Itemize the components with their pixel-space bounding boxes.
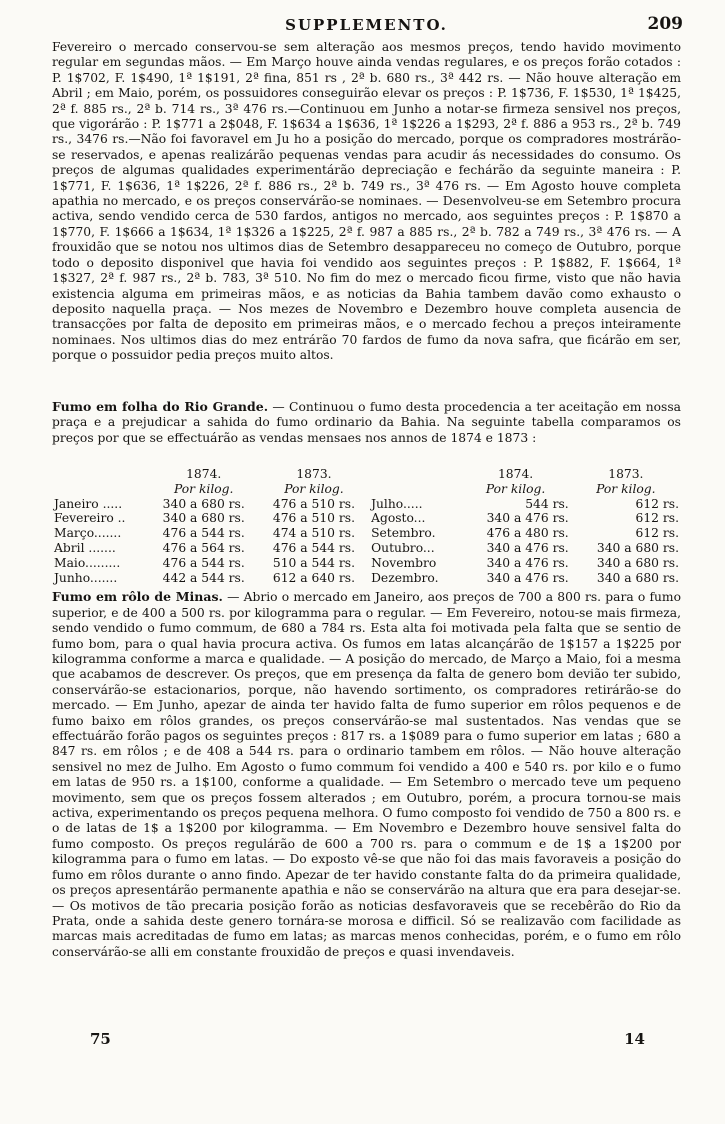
price-cell: 476 a 510 rs.: [272, 496, 356, 511]
running-title: SUPPLEMENTO.: [285, 16, 448, 34]
price-cell: 340 a 680 rs.: [596, 555, 679, 570]
section-title-rio-grande: Fumo em folha do Rio Grande.: [52, 399, 269, 414]
paragraph-bahia-market: [52, 40, 681, 396]
month-cell: Setembro.: [371, 526, 436, 541]
table-row: [52, 497, 681, 512]
table-row: [52, 511, 681, 526]
month-cell: Janeiro .....: [54, 496, 123, 511]
unit-label: Por kilog.: [485, 481, 546, 496]
page-header: [52, 14, 681, 40]
price-cell: 340 a 476 rs.: [486, 540, 569, 555]
section-text-minas: — Abrio o mercado em Janeiro, aos preços de 700 a 800 rs. para o fumo superior, e de 400 a 500 rs. por kilogramma para o regular. — Em Fevereiro, notou-se mais firmeza, sendo vendido o fumo commum, de 680 a 784 rs. Esta alta foi motivada pela falta que se sentio de fumo bom, para o qual havia procura activa. Os fumos em latas alcançárão de 1$157 a 1$225 por kilogramma conforme a marca e qualidade. — A posição do mercado, de Março a Maio, foi a mesma que acabamos de descrever. Os preços, que em presença da falta de genero bom devião ter subido, conservárão-se estacionarios, porque, não havendo sortimento, os compradores retirárão-se do mercado. — Em Junho, apezar de ainda ter havido falta de fumo superior em rôlos pequenos e de fumo baixo em rôlos grandes, os preços conservárão-se mal sustentados. Nas vendas que se effectuárão forão pagos os seguintes preços : 817 rs. a 1$089 para o fumo superior em latas ; 680 a 847 rs. em rôlos ; e de 408 a 544 rs. para o ordinario tambem em rôlos. — Não houve alteração sensivel no mez de Julho. Em Agosto o fumo commum foi vendido a 400 e 540 rs. por kilo e o fumo em latas de 950 rs. a 1$100, conforme a qualidade. — Em Setembro o mercado teve um pequeno movimento, sem que os preços fossem alterados ; em Outubro, porém, a procura tornou-se mais activa, experimentando os preços pequena melhora. O fumo composto foi vendido de 750 a 800 rs. e o de latas de 1$ a 1$200 por kilogramma. — Em Novembro e Dezembro houve sensivel falta do fumo composto. Os preços regulárão de 600 a 700 rs. para o commum e de 1$ a 1$200 por kilogramma para o fumo em latas. — Do exposto vê-se que não foi das mais favoraveis a posição do fumo em rôlos durante o anno findo. Apezar de ter havido constante falta do da primeira qualidade, os preços apresentárão permanente apathia e não se conservárão na altura que era para desejar-se. — Os motivos de tão precaria posição forão as noticias desfavoraveis que se recebêrão do Rio da Prata, onde a sahida deste genero tornára-se morosa e difficil. Só se realizavão com facilidade as marcas mais acreditadas de fumo em latas; as marcas menos conhecidas, porém, e o fumo em rôlo conservárão-se alli em constante frouxidão de preços e quasi invendaveis.: [52, 590, 681, 959]
paragraph-text: Fevereiro o mercado conservou-se sem alteração aos mesmos preços, tendo havido movimento regular em segundas mãos. — Em Março houve ainda vendas regulares, e os preços forão cotados : P. 1$702, F. 1$490, 1ª 1$191, 2ª fina, 851 rs , 2ª b. 680 rs., 3ª 442 rs. — Não houve alteração em Abril ; em Maio, porém, os possuidores conseguirão elevar os preços : P. 1$736, F. 1$530, 1ª 1$425, 2ª f. 885 rs., 2ª b. 714 rs., 3ª 476 rs.—Continuou em Junho a notar-se firmeza sensivel nos preços, que vigorárão : P. 1$771 a 2$048, F. 1$634 a 1$636, 1ª 1$226 a 1$293, 2ª f. 886 a 953 rs., 2ª b. 749 rs., 3476 rs.—Não foi favoravel em Ju ho a posição do mercado, porque os compradores mostrárão-se reservados, e apenas realizárão pequenas vendas para acudir ás necessidades do consumo. Os preços de algumas qualidades experimentárão depreciação e fechárão da seguinte maneira : P. 1$771, F. 1$636, 1ª 1$226, 2ª f. 886 rs., 2ª b. 749 rs., 3ª 476 rs. — Em Agosto houve completa apathia no mercado, e os preços conservárão-se nominaes. — Desenvolveu-se em Setembro procura activa, sendo vendido cerca de 530 fardos, antigos no mercado, aos seguintes preços : P. 1$870 a 1$770, F. 1$666 a 1$634, 1ª 1$326 a 1$225, 2ª f. 987 a 885 rs., 2ª b. 782 a 749 rs., 3ª 476 rs. — A frouxidão que se notou nos ultimos dias de Setembro desappareceu no começo de Outubro, porque todo o deposito disponivel que havia foi vendido aos seguintes preços : P. 1$882, F. 1$664, 1ª 1$327, 2ª f. 987 rs., 2ª b. 783, 3ª 510. No fim do mez o mercado ficou firme, visto que não havia existencia alguma em primeiras mãos, e as noticias da Bahia tambem davão como exhausto o deposito naquella praça. — Nos mezes de Novembro e Dezembro houve completa ausencia de transacções por falta de deposito em primeiras mãos, e o mercado fechou a preços inteiramente nominaes. Nos ultimos dias do mez entrárão 70 fardos de fumo da nova safra, que ficárão em ser, porque o possuidor pedia preços muito altos.: [52, 40, 681, 363]
section-rio-grande: [52, 399, 681, 463]
table-row: [52, 556, 681, 571]
unit-label: Por kilog.: [173, 481, 234, 496]
year-header: 1873.: [296, 467, 332, 481]
price-cell: 476 a 544 rs.: [162, 526, 245, 541]
price-cell: 340 a 680 rs.: [596, 540, 679, 555]
month-cell: Março.......: [54, 526, 122, 541]
section-minas: [52, 589, 681, 1033]
price-cell: 340 a 680 rs.: [162, 496, 245, 511]
price-cell: 340 a 476 rs.: [486, 570, 569, 585]
month-cell: Agosto...: [371, 511, 426, 526]
price-cell: 612 rs.: [635, 526, 679, 541]
price-cell: 544 rs.: [525, 496, 569, 511]
year-header: 1874.: [497, 467, 534, 481]
price-cell: 476 a 564 rs.: [162, 540, 245, 555]
month-cell: Junho.......: [54, 570, 118, 585]
price-cell: 476 a 544 rs.: [162, 555, 245, 570]
price-cell: 612 rs.: [635, 496, 679, 511]
price-cell: 340 a 476 rs.: [486, 555, 569, 570]
unit-label: Por kilog.: [284, 481, 344, 496]
price-cell: 340 a 680 rs.: [596, 570, 679, 585]
price-table: [52, 467, 681, 585]
price-cell: 612 a 640 rs.: [272, 570, 356, 585]
page-number: 209: [647, 14, 683, 34]
price-cell: 476 a 544 rs.: [272, 540, 356, 555]
price-cell: 340 a 680 rs.: [162, 511, 245, 526]
price-cell: 340 a 476 rs.: [486, 511, 569, 526]
price-cell: 612 rs.: [635, 511, 679, 526]
page-footer: [80, 1030, 645, 1050]
signature-mark-right: 14: [624, 1030, 645, 1048]
month-cell: Abril .......: [54, 540, 116, 555]
month-cell: Novembro: [371, 555, 437, 570]
price-cell: 510 a 544 rs.: [272, 555, 356, 570]
section-title-minas: Fumo em rôlo de Minas.: [52, 589, 223, 605]
section-text-rio-grande: — Continuou o fumo desta procedencia a ter aceitação em nossa praça e a prejudicar a sahida do fumo ordinario da Bahia. Na seguinte tabella comparamos os preços por que se effectuárão as vendas mensaes nos annos de 1874 e 1873 :: [52, 400, 681, 445]
year-header: 1873.: [608, 467, 644, 481]
signature-mark-left: 75: [90, 1030, 111, 1048]
month-cell: Maio.........: [54, 555, 121, 570]
unit-label: Por kilog.: [596, 481, 656, 496]
table-row: [52, 526, 681, 541]
table-year-header-row: [52, 467, 681, 482]
price-cell: 476 a 480 rs.: [486, 526, 569, 541]
year-header: 1874.: [186, 467, 222, 481]
month-cell: Julho.....: [371, 496, 423, 511]
month-cell: Outubro...: [371, 540, 435, 555]
month-cell: Dezembro.: [371, 570, 439, 585]
table-unit-row: [52, 482, 681, 497]
table-row: [52, 541, 681, 556]
price-cell: 474 a 510 rs.: [272, 526, 356, 541]
month-cell: Fevereiro ..: [54, 511, 126, 526]
price-cell: 476 a 510 rs.: [272, 511, 356, 526]
table-row: [52, 571, 681, 586]
price-cell: 442 a 544 rs.: [162, 570, 245, 585]
